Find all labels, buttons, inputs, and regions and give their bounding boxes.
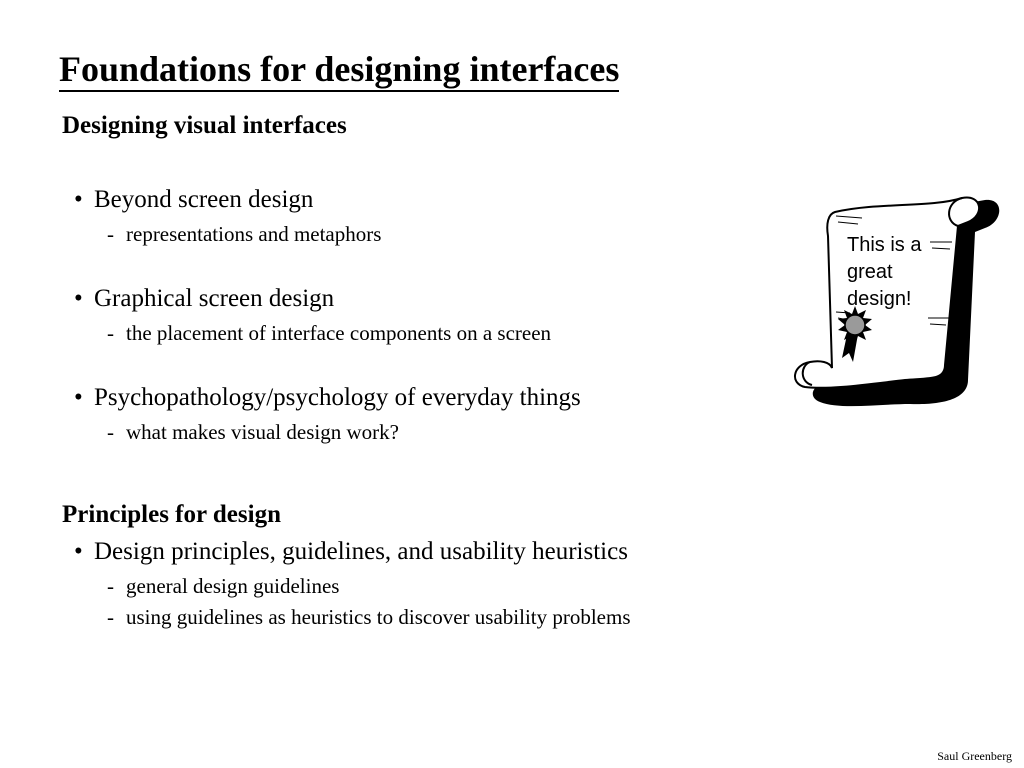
dash-marker: - [107, 222, 114, 246]
bullet-marker: • [74, 285, 83, 312]
dash-marker: - [107, 321, 114, 345]
sub-bullet-representations [107, 222, 381, 247]
bullet-text: Graphical screen design [94, 285, 335, 312]
sub-bullet-visual-design-work [107, 420, 399, 445]
bullet-text: Beyond screen design [94, 186, 314, 213]
sub-bullet-guidelines-as-heuristics [107, 605, 631, 630]
bullet-marker: • [74, 186, 83, 213]
dash-marker: - [107, 574, 114, 598]
bullet-psychopathology [74, 384, 581, 412]
sub-bullet-placement [107, 321, 551, 346]
scroll-caption [847, 232, 947, 313]
bullet-design-principles [74, 538, 628, 566]
scroll-caption-line-2: great [847, 261, 893, 283]
sub-bullet-text: representations and metaphors [126, 222, 382, 246]
bullet-marker: • [74, 538, 83, 565]
bullet-beyond-screen-design [74, 186, 313, 214]
footer-author: Saul Greenberg [937, 749, 1012, 763]
bullet-text: Design principles, guidelines, and usability heuristics [94, 538, 628, 565]
bullet-graphical-screen-design [74, 285, 334, 313]
bullet-text: Psychopathology/psychology of everyday things [94, 384, 581, 411]
scroll-caption-line-3: design! [847, 288, 912, 310]
section-heading-visual-interfaces: Designing visual interfaces [62, 112, 347, 139]
sub-bullet-general-guidelines [107, 574, 339, 599]
slide-title: Foundations for designing interfaces [59, 48, 619, 92]
sub-bullet-text: what makes visual design work? [126, 420, 399, 444]
sub-bullet-text: general design guidelines [126, 574, 340, 598]
scroll-caption-line-1: This is a [847, 234, 922, 256]
section-heading-principles: Principles for design [62, 501, 281, 528]
sub-bullet-text: using guidelines as heuristics to discover usability problems [126, 605, 631, 629]
bullet-marker: • [74, 384, 83, 411]
dash-marker: - [107, 420, 114, 444]
dash-marker: - [107, 605, 114, 629]
sub-bullet-text: the placement of interface components on a screen [126, 321, 552, 345]
